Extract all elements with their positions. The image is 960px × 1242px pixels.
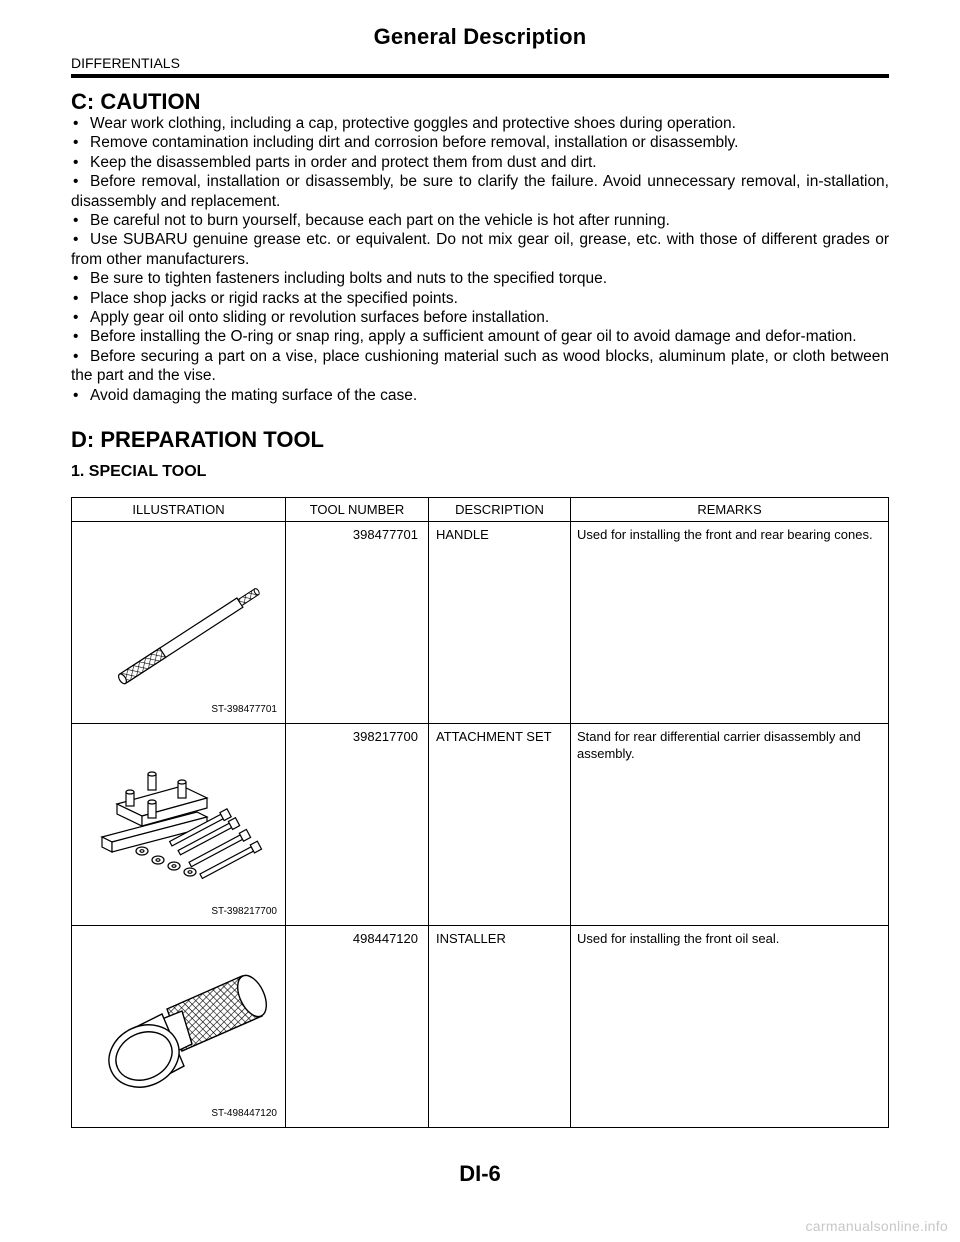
header-divider: [71, 74, 889, 78]
description-cell: INSTALLER: [429, 926, 571, 1128]
caution-item: • Before securing a part on a vise, place cushioning material such as wood blocks, aluminum plate, or cloth between the part and the vise.: [71, 347, 889, 385]
bullet-icon: •: [73, 270, 79, 288]
column-header-illustration: ILLUSTRATION: [72, 498, 286, 522]
caution-item: • Wear work clothing, including a cap, protective goggles and protective shoes during operation.: [73, 115, 736, 132]
description-cell: ATTACHMENT SET: [429, 724, 571, 926]
table-row: [72, 724, 889, 926]
caution-item: • Keep the disassembled parts in order and protect them from dust and dirt.: [73, 153, 597, 171]
bullet-icon: •: [73, 212, 79, 230]
tool-number-cell: 398217700: [286, 724, 429, 926]
handle-illustration: [72, 522, 286, 723]
remarks-cell: Used for installing the front and rear bearing cones.: [571, 522, 889, 724]
tool-number-cell: 498447120: [286, 926, 429, 1128]
bullet-icon: •: [73, 386, 79, 404]
bullet-icon: •: [73, 231, 79, 249]
bullet-icon: •: [73, 153, 79, 171]
caution-item: • Place shop jacks or rigid racks at the specified points.: [73, 289, 458, 307]
installer-illustration: [72, 926, 286, 1127]
attachment-set-illustration: [72, 724, 286, 925]
page-title: General Description: [373, 24, 587, 49]
caution-heading: C: CAUTION: [71, 89, 201, 114]
section-name: DIFFERENTIALS: [71, 55, 180, 71]
column-header-tool-number: TOOL NUMBER: [286, 498, 429, 522]
bullet-icon: •: [73, 347, 79, 365]
figure-label: ST-498447120: [211, 1108, 277, 1119]
remarks-cell: Used for installing the front oil seal.: [571, 926, 889, 1128]
table-header-row: [72, 498, 889, 522]
description-cell: HANDLE: [429, 522, 571, 724]
caution-item: • Avoid damaging the mating surface of the case.: [73, 386, 418, 404]
caution-list: [71, 114, 889, 405]
bullet-icon: •: [73, 289, 79, 307]
illustration-cell: [72, 926, 286, 1128]
remarks-cell: Stand for rear differential carrier disassembly and assembly.: [571, 724, 889, 926]
page-number: DI-6: [459, 1161, 501, 1186]
caution-item: • Before removal, installation or disassembly, be sure to clarify the failure. Avoid unnecessary removal, in-stallation, disassembly and replacement.: [71, 173, 889, 210]
tool-number-cell: 398477701: [286, 522, 429, 724]
bullet-icon: •: [73, 328, 79, 346]
caution-item: • Be sure to tighten fasteners including bolts and nuts to the specified torque.: [73, 270, 607, 288]
table-row: [72, 926, 889, 1128]
preparation-heading: D: PREPARATION TOOL: [71, 427, 324, 452]
bullet-icon: •: [73, 115, 79, 132]
figure-label: ST-398217700: [211, 906, 277, 917]
special-tool-table: [71, 497, 889, 1128]
bullet-icon: •: [73, 134, 79, 152]
bullet-icon: •: [73, 173, 79, 191]
table-row: [72, 522, 889, 724]
bullet-icon: •: [73, 309, 79, 327]
column-header-description: DESCRIPTION: [429, 498, 571, 522]
caution-item: • Remove contamination including dirt and corrosion before removal, installation or disassembly.: [73, 134, 739, 152]
watermark: carmanualsonline.info: [805, 1218, 948, 1234]
caution-item: • Use SUBARU genuine grease etc. or equivalent. Do not mix gear oil, grease, etc. with those of different grades or from other manufacturers.: [71, 231, 889, 268]
caution-item: • Be careful not to burn yourself, because each part on the vehicle is hot after running.: [73, 212, 670, 230]
caution-item: • Apply gear oil onto sliding or revolution surfaces before installation.: [73, 309, 550, 327]
illustration-cell: [72, 724, 286, 926]
figure-label: ST-398477701: [211, 704, 277, 715]
column-header-remarks: REMARKS: [571, 498, 889, 522]
special-tool-heading: 1. SPECIAL TOOL: [71, 463, 207, 480]
illustration-cell: [72, 522, 286, 724]
caution-item: • Before installing the O-ring or snap ring, apply a sufficient amount of gear oil to avoid damage and defor-mation.: [73, 328, 857, 346]
